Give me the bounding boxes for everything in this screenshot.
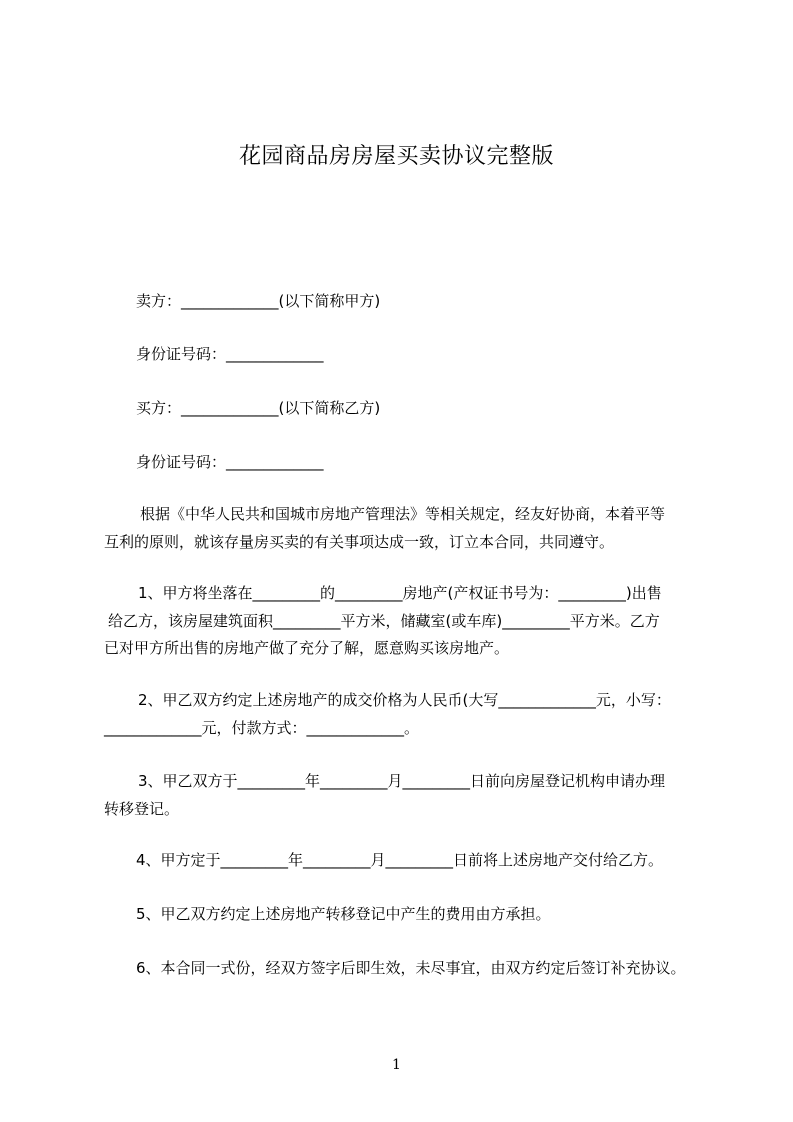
preamble-line: 互利的原则，就该存量房买卖的有关事项达成一致，订立本合同，共同遵守。 xyxy=(104,533,615,551)
clause-5: 5、甲乙双方约定上述房地产转移登记中产生的费用由方承担。 xyxy=(136,905,551,923)
clause-4: 4、甲方定于_________年_________月_________日前将上述房地产交付给乙方。 xyxy=(136,851,664,869)
clause-line: 给乙方，该房屋建筑面积_________平方米，储藏室(或车库)_________平方米。乙方 xyxy=(108,612,660,630)
seller-id-line: 身份证号码：_____________ xyxy=(136,345,324,363)
buyer-line: 买方：_____________(以下简称乙方) xyxy=(136,399,381,417)
clause-6: 6、本合同一式份，经双方签字后即生效，未尽事宜，由双方约定后签订补充协议。 xyxy=(136,959,686,977)
clause-line: _____________元，付款方式：_____________。 xyxy=(104,719,420,737)
clause-line: 2、甲乙双方约定上述房地产的成交价格为人民币(大写_____________元，小写： xyxy=(138,691,671,709)
clause-line: 已对甲方所出售的房地产做了充分了解，愿意购买该房地产。 xyxy=(104,639,510,657)
clause-line: 3、甲乙双方于_________年_________月_________日前向房屋登记机构申请办理 xyxy=(138,772,666,790)
document-title: 花园商品房房屋买卖协议完整版 xyxy=(238,144,554,169)
buyer-id-line: 身份证号码：_____________ xyxy=(136,453,324,471)
page-number: 1 xyxy=(392,1057,401,1073)
clause-line: 1、甲方将坐落在_________的_________房地产(产权证书号为：_________)出售 xyxy=(138,584,662,602)
seller-line: 卖方：_____________(以下简称甲方) xyxy=(136,292,381,310)
preamble-line: 根据《中华人民共和国城市房地产管理法》等相关规定，经友好协商，本着平等 xyxy=(140,505,666,523)
clause-line: 转移登记。 xyxy=(104,800,180,818)
